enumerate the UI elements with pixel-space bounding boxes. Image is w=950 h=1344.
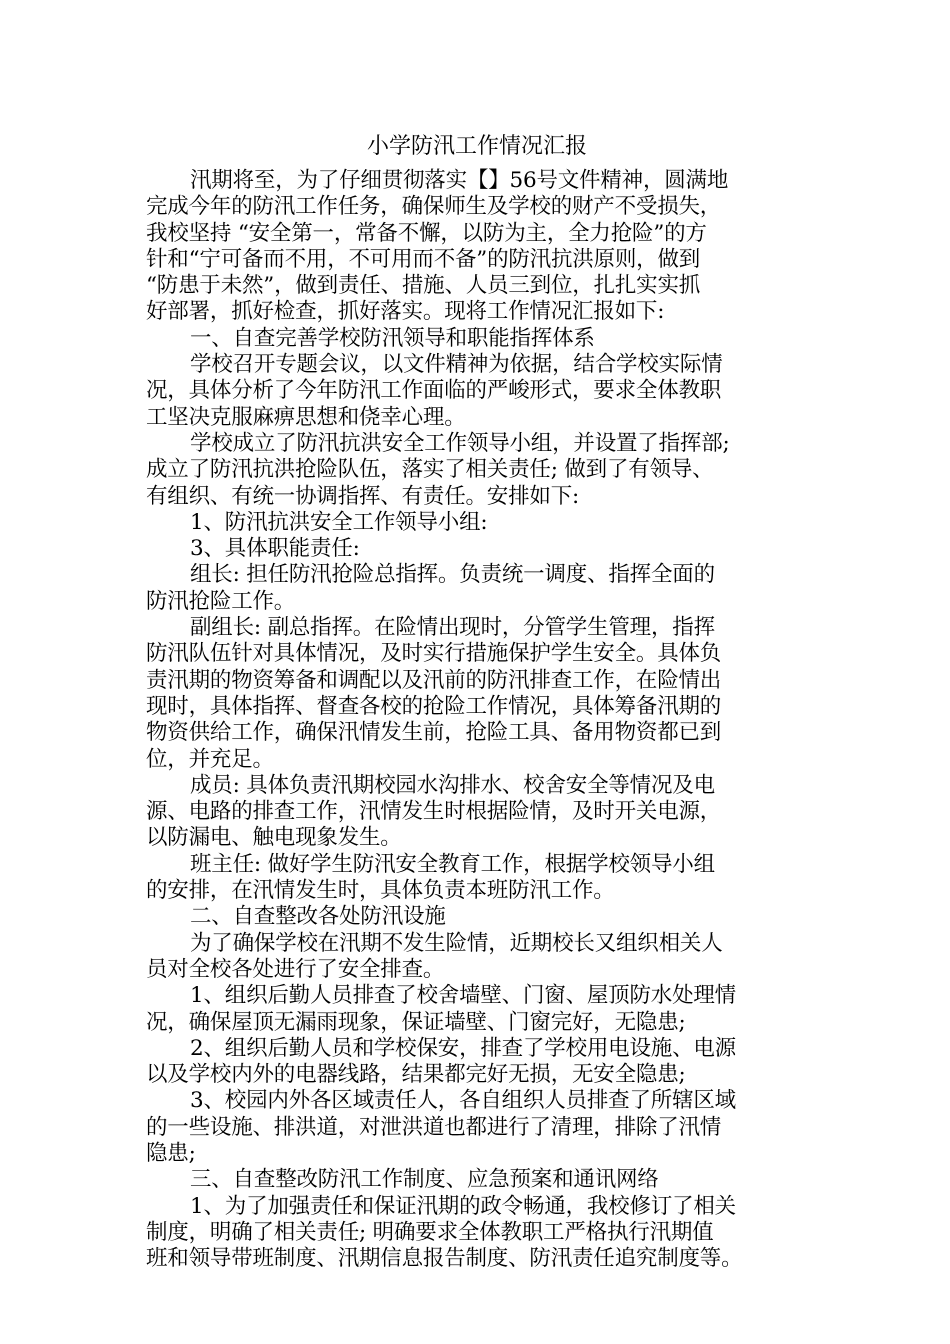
document-line: 学校召开专题会议，以文件精神为依据，结合学校实际情 [190, 352, 723, 378]
document-line: 位，并充足。 [146, 746, 274, 772]
document-line: 1、防汛抗洪安全工作领导小组: [190, 509, 488, 535]
document-line: 针和“宁可备而不用，不可用而不备”的防汛抗洪原则，做到 [146, 246, 701, 272]
document-line: 员对全校各处进行了安全排查。 [146, 956, 445, 982]
document-line: 为了确保学校在汛期不发生险情，近期校长又组织相关人 [190, 930, 723, 956]
document-line: 1、为了加强责任和保证汛期的政令畅通，我校修订了相关 [190, 1193, 736, 1219]
document-line: 况，确保屋顶无漏雨现象，保证墙壁、门窗完好，无隐患; [146, 1009, 686, 1035]
document-line: 防汛抢险工作。 [146, 588, 296, 614]
document-line: 汛期将至，为了仔细贯彻落实【】56号文件精神，圆满地 [190, 168, 729, 193]
document-line: 成员: 具体负责汛期校园水沟排水、校舍安全等情况及电 [190, 772, 715, 798]
document-line: 的安排，在汛情发生时，具体负责本班防汛工作。 [146, 878, 615, 904]
document-line: 3、校园内外各区域责任人，各自组织人员排查了所辖区域 [190, 1088, 736, 1114]
document-line: 况，具体分析了今年防汛工作面临的严峻形式，要求全体教职 [146, 378, 722, 404]
document-line: 以防漏电、触电现象发生。 [146, 825, 402, 851]
document-line: 副组长: 副总指挥。在险情出现时，分管学生管理，指挥 [190, 615, 715, 641]
document-line: 隐患; [146, 1140, 196, 1166]
document-line: 工坚决克服麻痹思想和侥幸心理。 [146, 404, 466, 430]
document-line: 3、具体职能责任: [190, 536, 360, 562]
document-line: 二、自查整改各处防汛设施 [190, 904, 446, 930]
document-line: 制度，明确了相关责任; 明确要求全体教职工严格执行汛期值 [146, 1219, 714, 1245]
document-line: 三、自查整改防汛工作制度、应急预案和通讯网络 [190, 1167, 659, 1193]
document-line: 以及学校内外的电器线路，结果都完好无损，无安全隐患; [146, 1062, 686, 1088]
document-line: 物资供给工作，确保汛情发生前，抢险工具、备用物资都已到 [146, 720, 722, 746]
document-line: 好部署，抓好检查，抓好落实。现将工作情况汇报如下: [146, 299, 665, 325]
document-body [146, 168, 808, 1272]
document-page [146, 132, 808, 1272]
document-line: 学校成立了防汛抗洪安全工作领导小组，并设置了指挥部; [190, 430, 730, 456]
document-line: 我校坚持 “安全第一，常备不懈，以防为主，全力抢险”的方 [146, 220, 707, 246]
document-line: “防患于未然”，做到责任、措施、人员三到位，扎扎实实抓 [146, 273, 701, 299]
document-line: 2、组织后勤人员和学校保安，排查了学校用电设施、电源 [190, 1035, 736, 1061]
document-line: 现时，具体指挥、督查各校的抢险工作情况，具体筹备汛期的 [146, 693, 722, 719]
document-line: 责汛期的物资筹备和调配以及汛前的防汛排查工作，在险情出 [146, 667, 722, 693]
document-line: 班和领导带班制度、汛期信息报告制度、防汛责任追究制度等。 [146, 1246, 743, 1272]
document-line: 组长: 担任防汛抢险总指挥。负责统一调度、指挥全面的 [190, 562, 715, 588]
document-line: 源、电路的排查工作，汛情发生时根据险情，及时开关电源， [146, 799, 722, 825]
document-line: 1、组织后勤人员排查了校舍墙壁、门窗、屋顶防水处理情 [190, 983, 736, 1009]
document-line: 一、自查完善学校防汛领导和职能指挥体系 [190, 325, 595, 351]
document-line: 防汛队伍针对具体情况，及时实行措施保护学生安全。具体负 [146, 641, 722, 667]
document-line: 的一些设施、排洪道，对泄洪道也都进行了清理，排除了汛情 [146, 1114, 722, 1140]
document-line: 完成今年的防汛工作任务，确保师生及学校的财产不受损失， [146, 194, 722, 220]
document-line: 成立了防汛抗洪抢险队伍，落实了相关责任; 做到了有领导、 [146, 457, 714, 483]
document-line: 有组织、有统一协调指挥、有责任。安排如下: [146, 483, 580, 509]
document-title: 小学防汛工作情况汇报 [366, 134, 587, 159]
document-line: 班主任: 做好学生防汛安全教育工作，根据学校领导小组 [190, 851, 715, 877]
